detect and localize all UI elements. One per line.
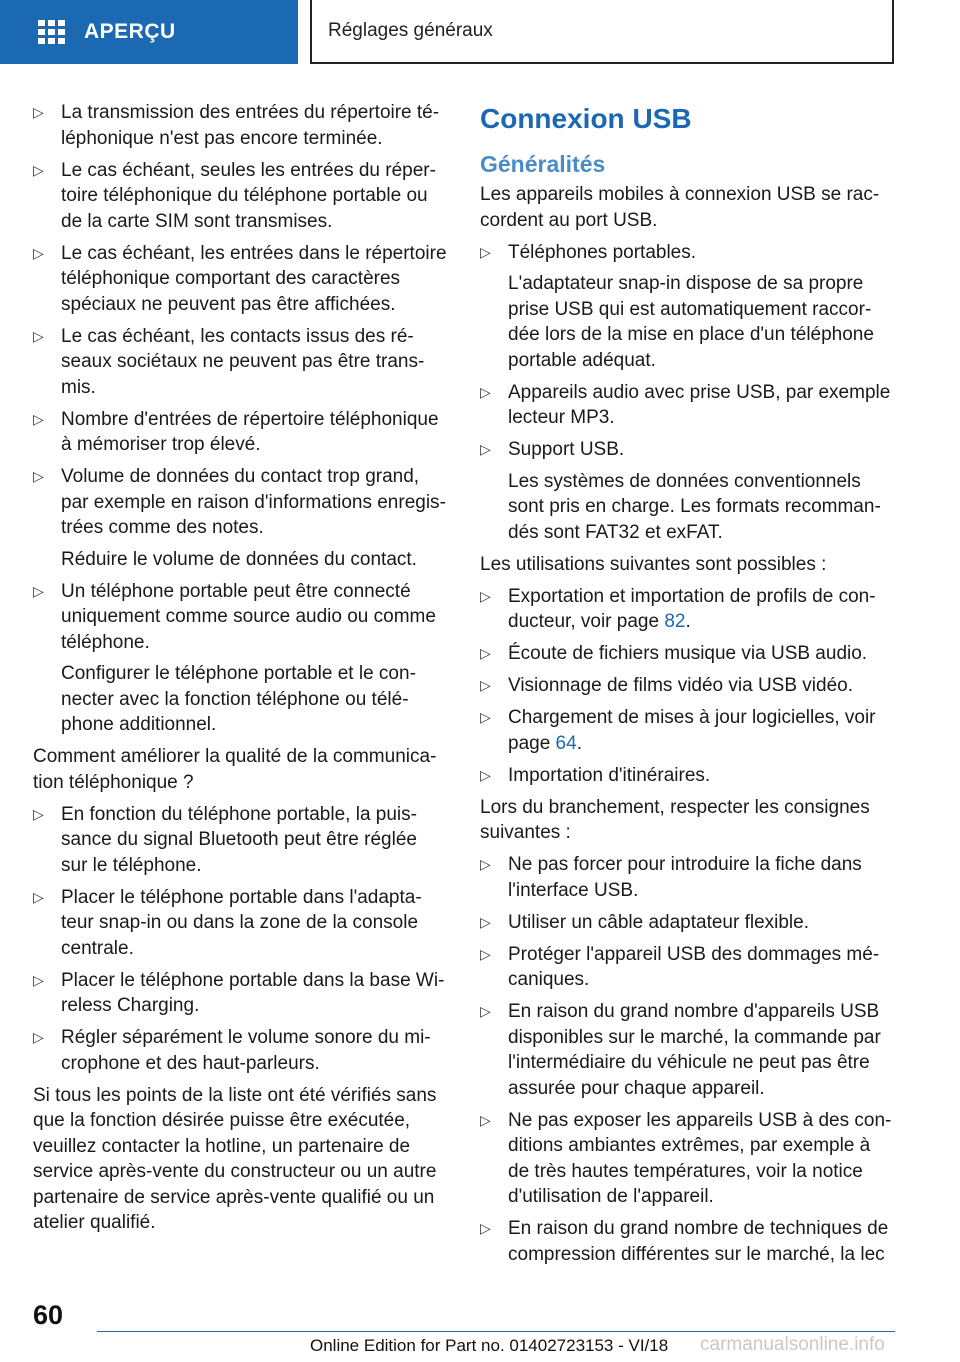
list-item: ▷ Utiliser un câble adaptateur flexible.	[480, 910, 896, 936]
section-header	[310, 0, 894, 64]
page-link[interactable]: 82	[664, 611, 686, 632]
list-item: ▷ Visionnage de films vidéo via USB vidéo.	[480, 673, 896, 699]
section-title: Réglages généraux	[328, 20, 493, 41]
triangle-right-icon: ▷	[33, 888, 44, 905]
triangle-right-icon: ▷	[33, 161, 44, 178]
right-column	[480, 100, 896, 1274]
list-item: ▷ Nombre d'entrées de répertoire téléphonique à mémoriser trop élevé.	[33, 408, 439, 455]
list-item: ▷ Ne pas forcer pour introduire la fiche dans l'interface USB.	[480, 854, 862, 901]
list-item: ▷ Exportation et importation de profils de conducteur, voir page 82.	[480, 585, 876, 632]
paragraph: Les utilisations suivantes sont possibles :	[480, 553, 827, 575]
watermark: carmanualsonline.info	[700, 1334, 885, 1355]
grid-icon	[38, 20, 66, 44]
paragraph: Les appareils mobiles à connexion USB se raccordent au port USB.	[480, 184, 880, 231]
triangle-right-icon: ▷	[480, 441, 491, 457]
triangle-right-icon: ▷	[480, 645, 491, 661]
triangle-right-icon: ▷	[480, 766, 491, 783]
triangle-right-icon: ▷	[33, 805, 44, 822]
footer-divider	[97, 1331, 895, 1332]
triangle-right-icon: ▷	[33, 468, 44, 484]
triangle-right-icon: ▷	[33, 1029, 44, 1045]
triangle-right-icon: ▷	[480, 856, 491, 872]
triangle-right-icon: ▷	[480, 709, 491, 725]
list-item: ▷ Le cas échéant, les entrées dans le répertoire téléphonique comportant des caractères spéciaux ne peuvent pas être affichées.	[33, 242, 447, 315]
list-item: ▷ En raison du grand nombre d'appareils USB disponibles sur le marché, la commande par l'intermédiaire du véhicule ne peut pas être assurée pour chaque appareil.	[480, 1001, 881, 1099]
list-item: ▷ Importation d'itinéraires.	[480, 763, 896, 789]
triangle-right-icon: ▷	[33, 327, 44, 344]
page-number: 60	[33, 1300, 64, 1330]
list-item: ▷ Appareils audio avec prise USB, par exemple lecteur MP3.	[480, 381, 891, 428]
list-item: ▷ Volume de données du contact trop grand, par exemple en raison d'informations enregistrées comme des notes. Réduire le volume de données du contact.	[33, 466, 446, 570]
triangle-right-icon: ▷	[480, 243, 491, 260]
list-item: ▷ Placer le téléphone portable dans la base Wireless Charging.	[33, 969, 445, 1016]
list-item: ▷ La transmission des entrées du répertoire téléphonique n'est pas encore terminée.	[33, 102, 440, 149]
overview-tab[interactable]	[0, 0, 298, 64]
triangle-right-icon: ▷	[33, 410, 44, 427]
triangle-right-icon: ▷	[480, 677, 491, 693]
list-item: ▷ Un téléphone portable peut être connecté uniquement comme source audio ou comme téléphone. Configurer le téléphone portable et le connecter avec la fonction téléphone ou téléphone additionnel.	[33, 580, 436, 735]
list-item: ▷ Le cas échéant, les contacts issus des réseaux sociétaux ne peuvent pas être transmis.	[33, 325, 425, 398]
list-item: ▷ Chargement de mises à jour logicielles, voir page 64.	[480, 707, 876, 754]
triangle-right-icon: ▷	[480, 1111, 491, 1128]
triangle-right-icon: ▷	[33, 582, 44, 599]
page-link[interactable]: 64	[555, 732, 577, 754]
list-item: ▷ En fonction du téléphone portable, la puissance du signal Bluetooth peut être réglée sur le téléphone.	[33, 803, 417, 876]
triangle-right-icon: ▷	[33, 104, 44, 120]
overview-tab-label: APERÇU	[84, 20, 176, 43]
triangle-right-icon: ▷	[33, 971, 44, 988]
triangle-right-icon: ▷	[33, 244, 44, 261]
left-column	[33, 100, 447, 1242]
list-item: ▷ En raison du grand nombre de techniques de compression différentes sur le marché, la lec	[480, 1218, 889, 1265]
subsection-heading: Généralités	[480, 151, 606, 177]
triangle-right-icon: ▷	[480, 1220, 491, 1236]
list-item: ▷ Protéger l'appareil USB des dommages mécaniques.	[480, 943, 880, 990]
list-item: ▷ Le cas échéant, seules les entrées du répertoire téléphonique du téléphone portable ou de la carte SIM sont transmises.	[33, 159, 436, 232]
paragraph: Lors du branchement, respecter les consignes suivantes :	[480, 796, 870, 843]
triangle-right-icon: ▷	[480, 587, 491, 604]
triangle-right-icon: ▷	[480, 383, 491, 400]
paragraph: Si tous les points de la liste ont été vérifiés sans que la fonction désirée puisse être exécutée, veuillez contacter la hotline, un partenaire de service après-vente du constructeur ou un autre partenaire de service après-vente qualifié ou un atelier qualifié.	[33, 1084, 437, 1233]
list-item: ▷ Régler séparément le volume sonore du microphone et des haut-parleurs.	[33, 1027, 431, 1074]
section-heading: Connexion USB	[480, 103, 692, 134]
list-item: ▷ Téléphones portables. L'adaptateur snap-in dispose de sa propre prise USB qui est automatiquement raccordée lors de la mise en place d'un téléphone portable adéquat.	[480, 241, 874, 371]
list-item: ▷ Écoute de fichiers musique via USB audio.	[480, 641, 896, 667]
triangle-right-icon: ▷	[480, 1003, 491, 1019]
edition-text: Online Edition for Part no. 01402723153 - VI/18	[310, 1336, 669, 1355]
list-item: ▷ Support USB. Les systèmes de données conventionnels sont pris en charge. Les formats recommandés sont FAT32 et exFAT.	[480, 439, 881, 543]
list-item: ▷ Placer le téléphone portable dans l'adaptateur snap-in ou dans la zone de la console centrale.	[33, 886, 422, 959]
triangle-right-icon: ▷	[480, 913, 491, 930]
list-item: ▷ Ne pas exposer les appareils USB à des conditions ambiantes extrêmes, par exemple à de très hautes températures, voir la notice d'utilisation de l'appareil.	[480, 1109, 892, 1207]
paragraph: Comment améliorer la qualité de la communication téléphonique ?	[33, 746, 437, 793]
triangle-right-icon: ▷	[480, 945, 491, 962]
